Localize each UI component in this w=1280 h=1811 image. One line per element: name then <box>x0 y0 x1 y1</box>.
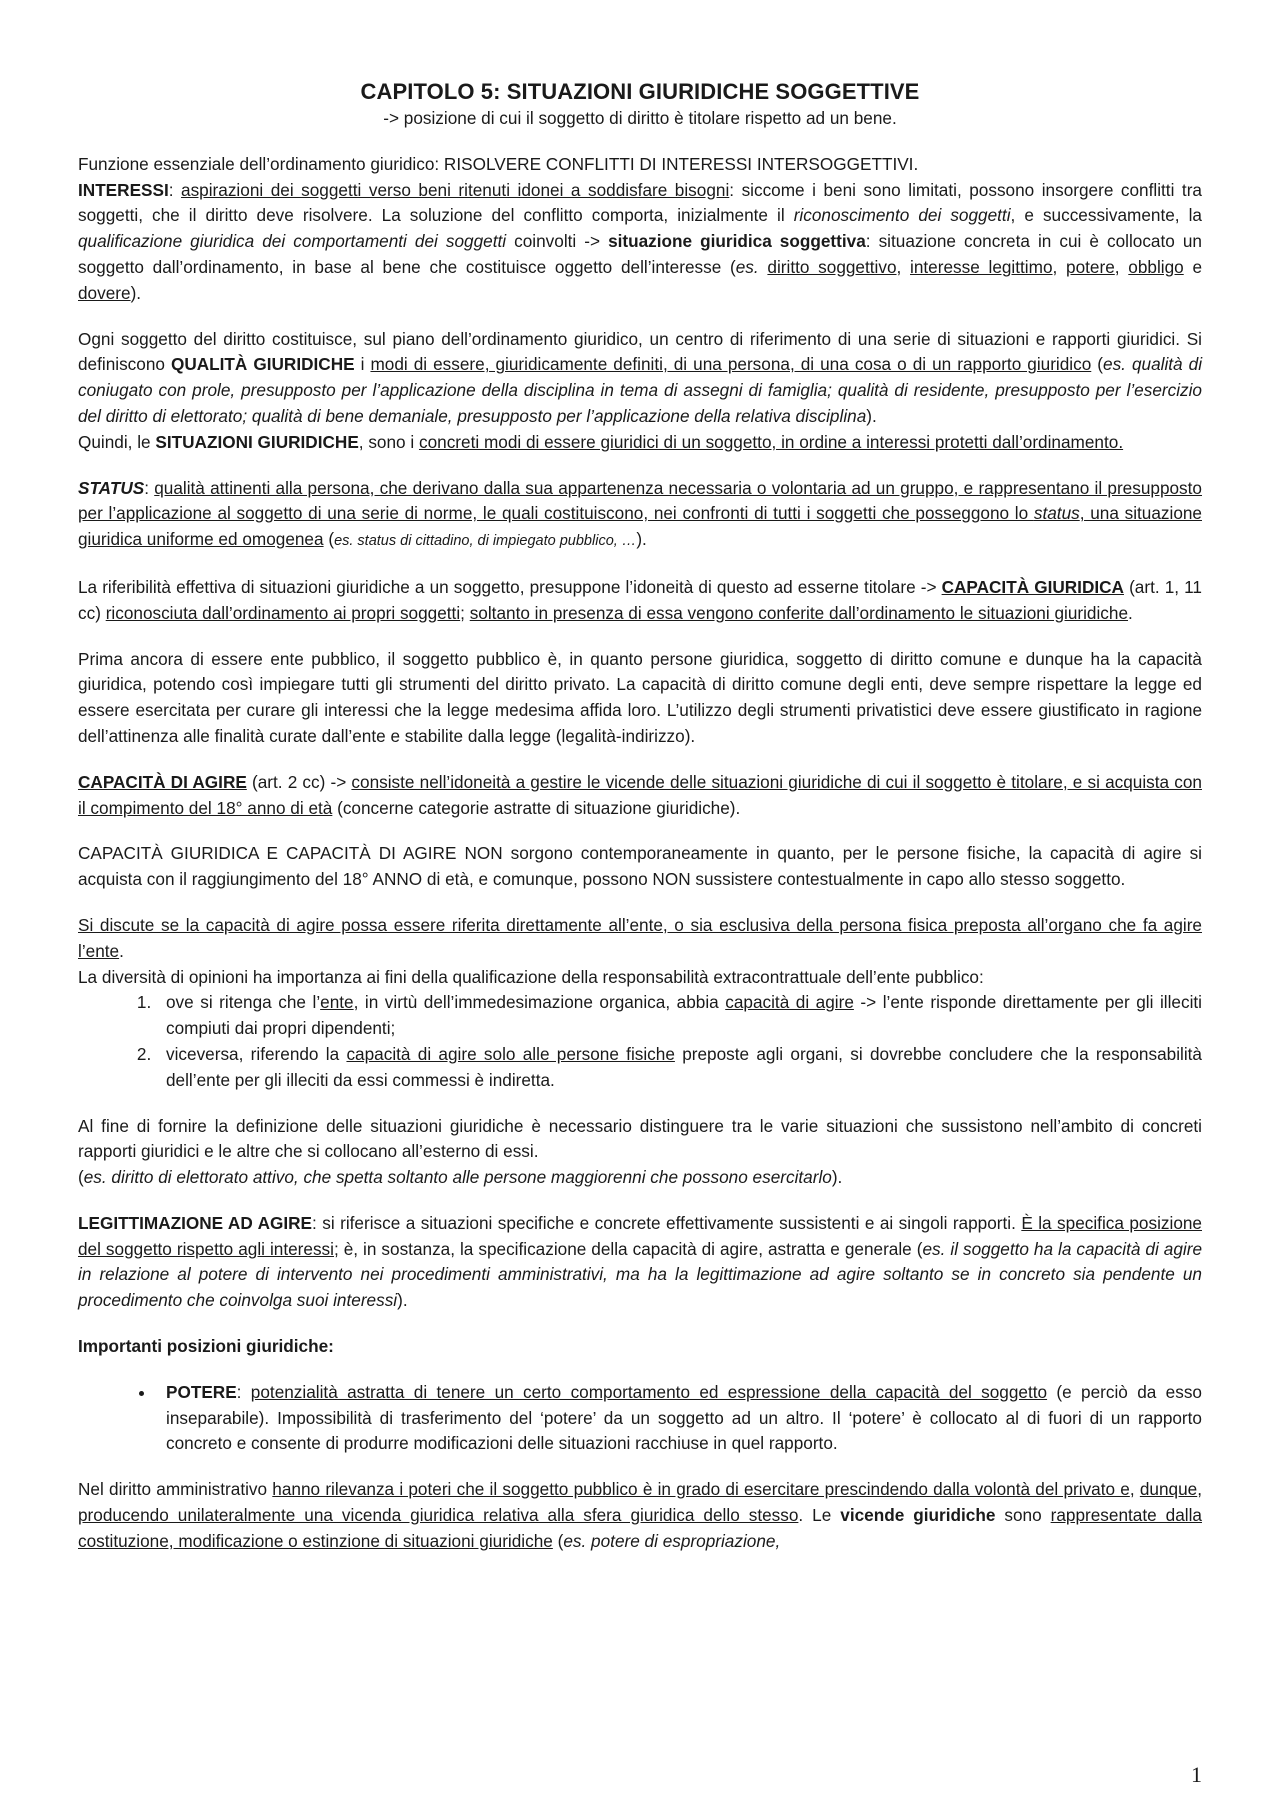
paragraph-legittimazione: LEGITTIMAZIONE AD AGIRE: si riferisce a situazioni specifiche e concrete effettivamente sussistenti e ai singoli rapporti. È la specifica posizione del soggetto rispetto agli interessi; è, in sostanza, la specificazione della capacità di agire, astratta e generale (es. il soggetto ha la capacità di agire in relazione al potere di intervento nei procedimenti amministrativi, ma ha la legittimazione ad agire soltanto se in concreto sia pendente un procedimento che coinvolga suoi interessi). <box>78 1212 1203 1311</box>
paragraph-si-discute: Si discute se la capacità di agire possa essere riferita direttamente all’ente, o sia esclusiva della persona fisica preposta all’organo che fa agire l’ente. <box>78 914 1202 961</box>
bullet-list <box>78 1380 1202 1457</box>
section-heading-posizioni: Importanti posizioni giuridiche: <box>78 1336 334 1357</box>
chapter-subtitle: -> posizione di cui il soggetto di diritto è titolare rispetto ad un bene. <box>383 108 897 128</box>
paragraph-definizione: Al fine di fornire la definizione delle situazioni giuridiche è necessario distinguere tra le varie situazioni che sussistono nell’ambito di concreti rapporti giuridici e le altre che si collocano all’esterno di essi. <box>78 1115 1202 1162</box>
paragraph-capacita-giuridica: La riferibilità effettiva di situazioni giuridiche a un soggetto, presuppone l’idoneità di questo ad esserne titolare -> CAPACITÀ GIURIDICA (art. 1, 11 cc) riconosciuta dall’ordinamento ai propri soggetti; soltanto in presenza di essa vengono conferite dall’ordinamento le situazioni giuridiche. <box>78 576 1202 623</box>
list-item: 2. viceversa, riferendo la capacità di agire solo alle persone fisiche preposte agli organi, si dovrebbe concludere che la responsabilità dell’ente per gli illeciti da essi commessi è indiretta. <box>156 1042 1202 1094</box>
paragraph-status: STATUS: qualità attinenti alla persona, che derivano dalla sua appartenenza necessaria o volontaria ad un gruppo, e rappresentano il presupposto per l’applicazione al soggetto di una serie di norme, le quali costituiscono, nei confronti di tutti i soggetti che posseggono lo status, una situazione giuridica uniforme ed omogenea (es. status di cittadino, di impiegato pubblico, …). <box>78 477 1202 550</box>
paragraph-esempio-elettorato: (es. diritto di elettorato attivo, che spetta soltanto alle persone maggiorenni che possono esercitarlo). <box>78 1167 843 1188</box>
paragraph-diversita-opinioni: La diversità di opinioni ha importanza ai fini della qualificazione della responsabilità extracontrattuale dell’ente pubblico: <box>78 966 984 987</box>
paragraph-interessi: INTERESSI: aspirazioni dei soggetti verso beni ritenuti idonei a soddisfare bisogni: siccome i beni sono limitati, possono insorgere conflitti tra soggetti, che il diritto deve risolvere. La soluzione del conflitto comporta, inizialmente il riconoscimento dei soggetti, e successivamente, la qualificazione giuridica dei comportamenti dei soggetti coinvolti -> situazione giuridica soggettiva: situazione concreta in cui è collocato un soggetto dall’ordinamento, in base al bene che costituisce oggetto dell’interesse (es. diritto soggettivo, interesse legittimo, potere, obbligo e dovere). <box>78 179 1203 303</box>
list-item: 1. ove si ritenga che l’ente, in virtù dell’immedesimazione organica, abbia capacità di agire -> l’ente risponde direttamente per gli illeciti compiuti dai propri dipendenti; <box>156 990 1202 1042</box>
paragraph-situazioni-giuridiche: Quindi, le SITUAZIONI GIURIDICHE, sono i concreti modi di essere giuridici di un soggetto, in ordine a interessi protetti dall’ordinamento. <box>78 431 1124 452</box>
numbered-list <box>78 990 1202 1093</box>
paragraph-capacita-di-agire: CAPACITÀ DI AGIRE (art. 2 cc) -> consiste nell’idoneità a gestire le vicende delle situazioni giuridiche di cui il soggetto è titolare, e si acquista con il compimento del 18° anno di età (concerne categorie astratte di situazione giuridiche). <box>78 771 1202 818</box>
chapter-title: CAPITOLO 5: SITUAZIONI GIURIDICHE SOGGETTIVE <box>360 79 920 104</box>
document-page <box>78 78 1202 1575</box>
paragraph-qualita-giuridiche: Ogni soggetto del diritto costituisce, sul piano dell’ordinamento giuridico, un centro di riferimento di una serie di situazioni e rapporti giuridici. Si definiscono QUALITÀ GIURIDICHE i modi di essere, giuridicamente definiti, di una persona, di una cosa o di un rapporto giuridico (es. qualità di coniugato con prole, presupposto per l’applicazione della disciplina in tema di assegni di famiglia; qualità di residente, presupposto per l’esercizio del diritto di elettorato; qualità di bene demaniale, presupposto per l’applicazione della relativa disciplina). <box>78 328 1203 426</box>
paragraph-ente-pubblico: Prima ancora di essere ente pubblico, il soggetto pubblico è, in quanto persone giuridica, soggetto di diritto comune e dunque ha la capacità giuridica, potendo così impiegare tutti gli strumenti del diritto privato. La capacità di diritto comune degli enti, deve sempre rispettare la legge ed essere esercitata per curare gli interessi che la legge medesima affida loro. L’utilizzo degli strumenti privatistici deve essere giustificato in ragione dell’attinenza alle finalità curate dall’ente e stabilite dalla legge (legalità-indirizzo). <box>78 648 1202 746</box>
paragraph-diritto-amministrativo: Nel diritto amministrativo hanno rilevanza i poteri che il soggetto pubblico è in grado di esercitare prescindendo dalla volontà del privato e, dunque, producendo unilateralmente una vicenda giuridica relativa alla sfera giuridica dello stesso. Le vicende giuridiche sono rappresentate dalla costituzione, modificazione o estinzione di situazioni giuridiche (es. potere di espropriazione, <box>78 1479 1202 1551</box>
page-number: 1 <box>1191 1762 1202 1787</box>
list-item: • POTERE: potenzialità astratta di tenere un certo comportamento ed espressione della capacità del soggetto (e perciò da esso inseparabile). Impossibilità di trasferimento del ‘potere’ da un soggetto ad un altro. Il ‘potere’ è collocato al di fuori di un rapporto concreto e consente di produrre modificazioni delle situazioni racchiuse in quel rapporto. <box>156 1380 1202 1457</box>
paragraph-non-contemporanee: CAPACITÀ GIURIDICA E CAPACITÀ DI AGIRE NON sorgono contemporaneamente in quanto, per le persone fisiche, la capacità di agire si acquista con il raggiungimento del 18° ANNO di età, e comunque, possono NON sussistere contestualmente in capo allo stesso soggetto. <box>78 843 1202 890</box>
paragraph-function: Funzione essenziale dell’ordinamento giuridico: RISOLVERE CONFLITTI DI INTERESSI INTERSOGGETTIVI. <box>78 153 919 174</box>
